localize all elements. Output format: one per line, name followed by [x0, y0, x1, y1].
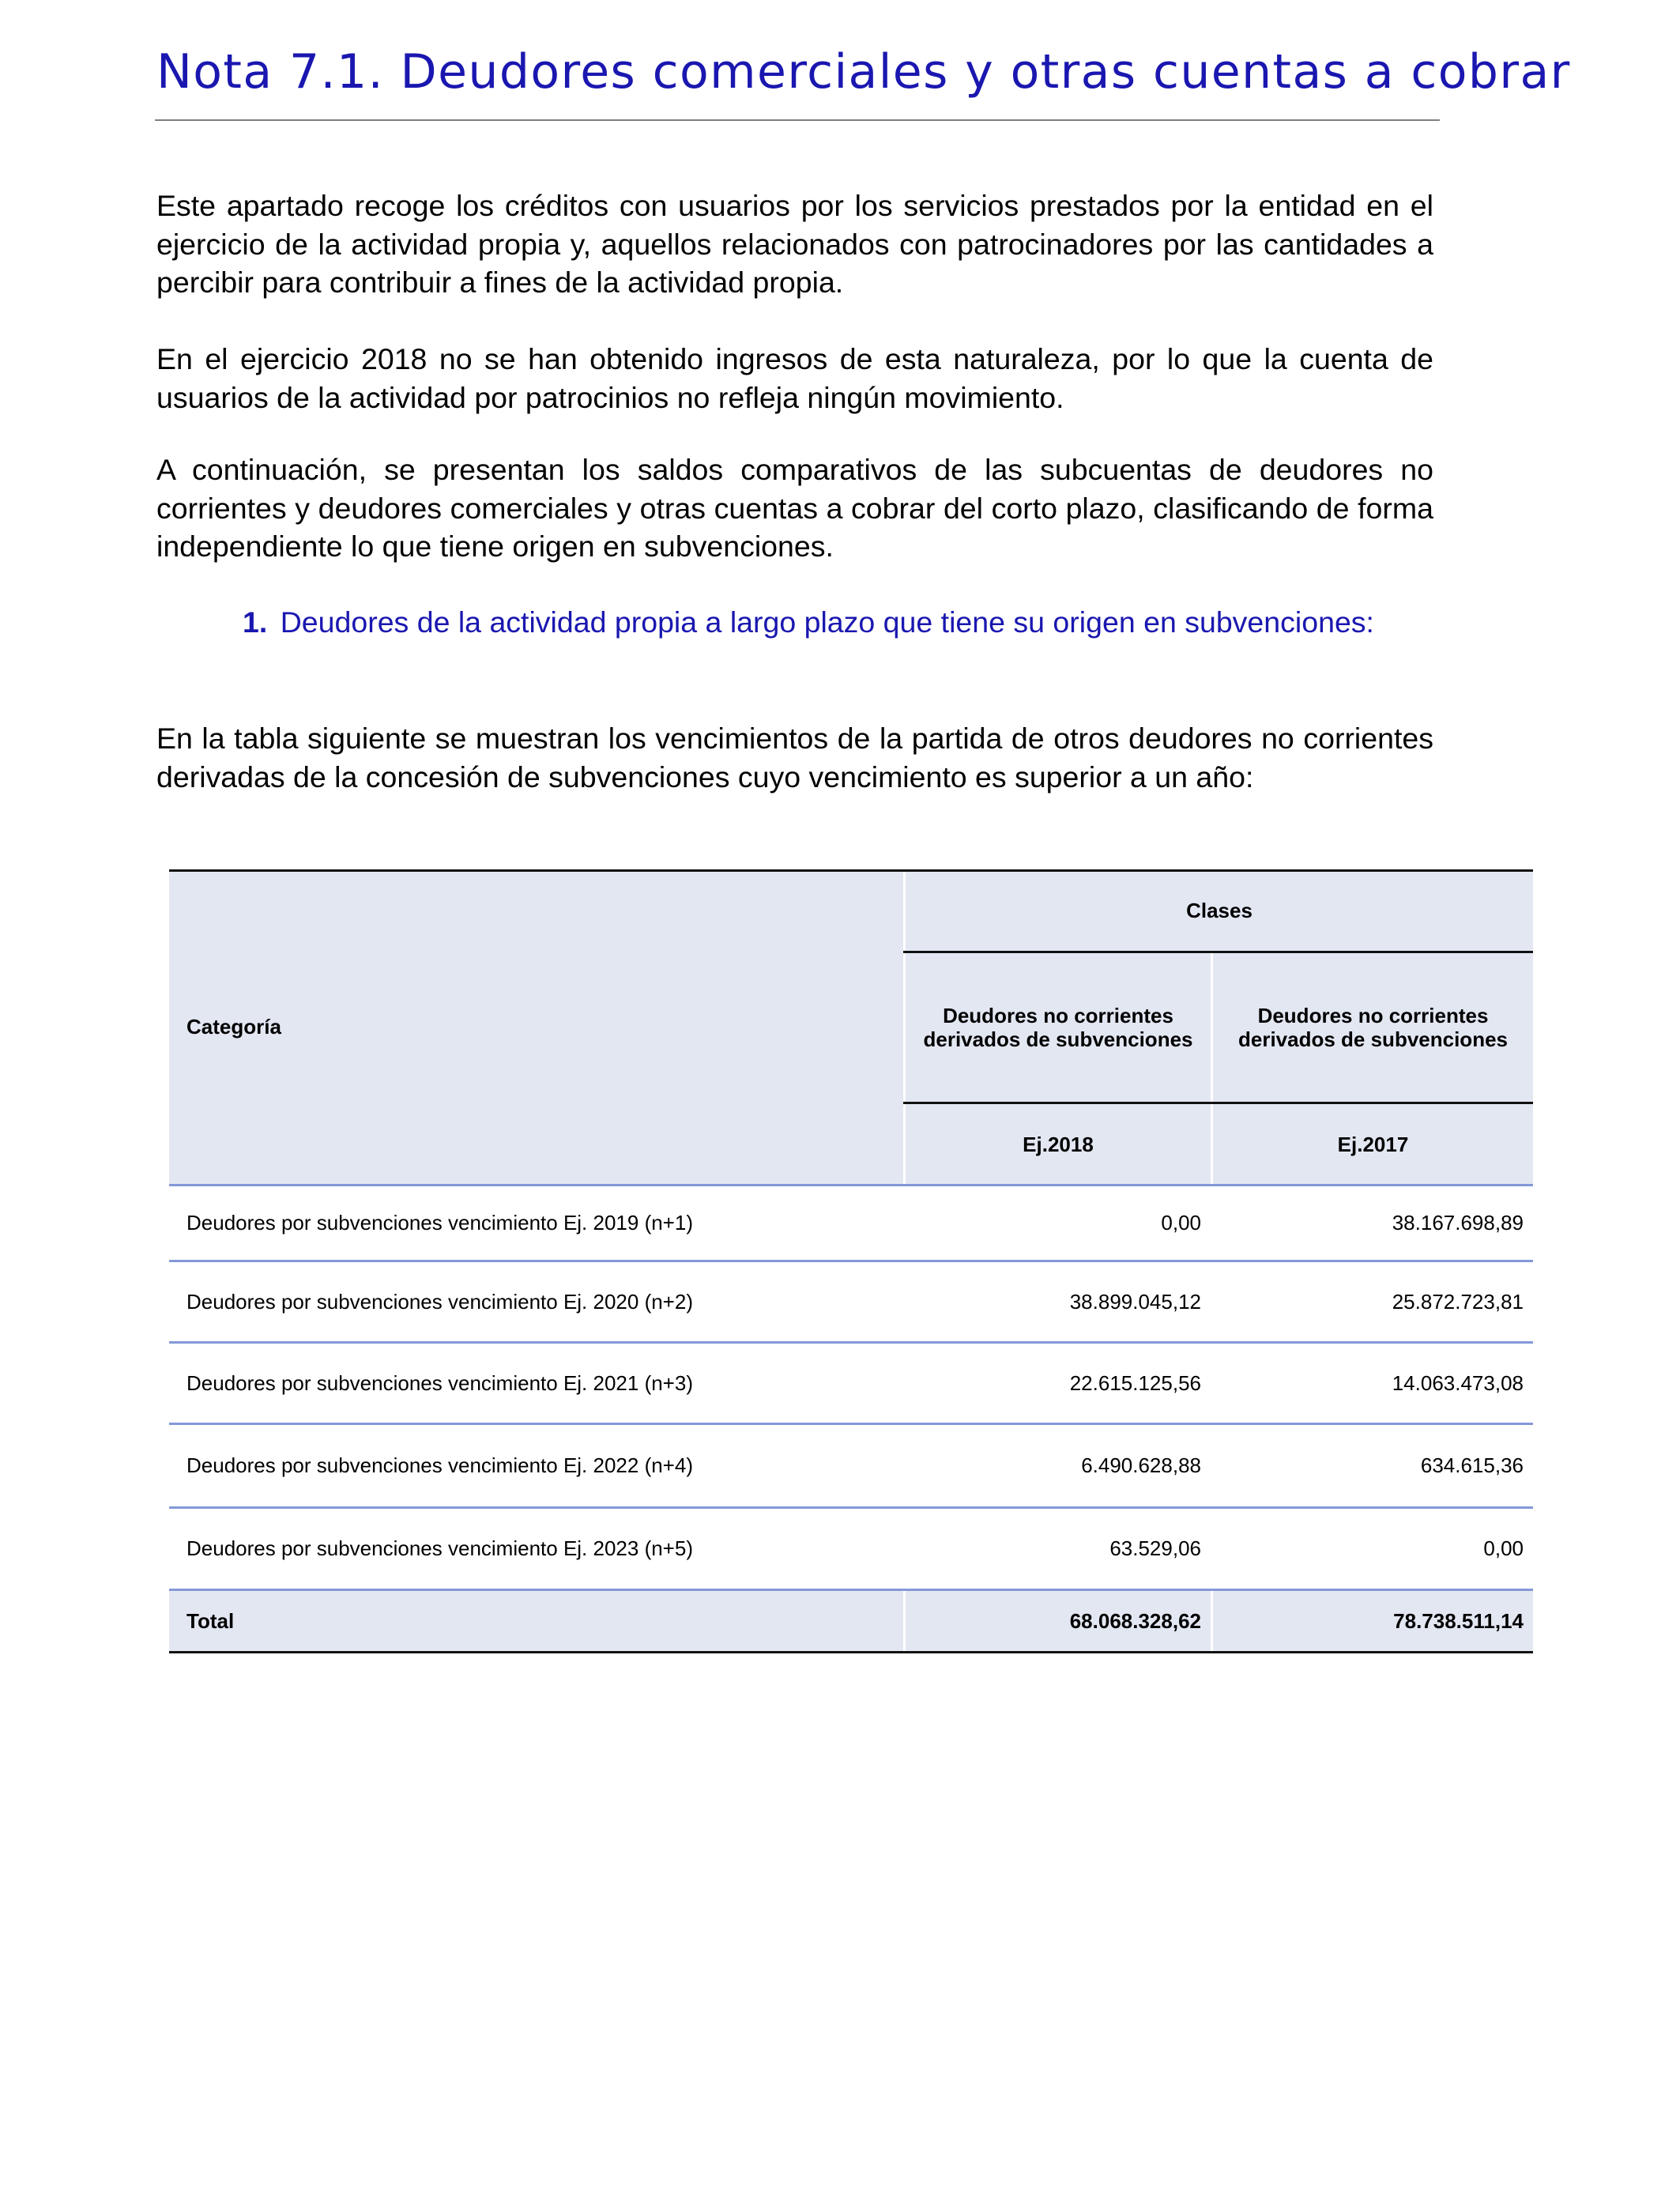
table-cell-2018: 22.615.125,56 [1069, 1370, 1201, 1395]
section-heading [243, 603, 1433, 642]
table-row-label: Deudores por subvenciones vencimiento Ej. 2021 (n+3) [186, 1370, 693, 1395]
table-intro-paragraph: En la tabla siguiente se muestran los vencimientos de la partida de otros deudores no corrientes derivadas de la concesión de subvenciones cuyo vencimiento es superior a un año: [156, 722, 1433, 794]
table-cell-2018: 63.529,06 [1109, 1536, 1201, 1560]
paragraph-2018: En el ejercicio 2018 no se han obtenido ingresos de esta naturaleza, por lo que la cuenta de usuarios de la actividad por patrocinios no refleja ningún movimiento. [156, 342, 1433, 414]
table-cell-2017: 634.615,36 [1420, 1453, 1524, 1477]
section-heading-text: Deudores de la actividad propia a largo plazo que tiene su origen en subvenciones: [280, 605, 1374, 639]
table-bottom-rule [169, 1651, 1533, 1653]
page-title: Nota 7.1. Deudores comerciales y otras cuentas a cobrar [156, 44, 1571, 100]
year-header-2018: Ej.2018 [1023, 1133, 1094, 1156]
table-cell-2017: 25.872.723,81 [1392, 1289, 1524, 1314]
table-cell-2017: 38.167.698,89 [1392, 1211, 1524, 1235]
total-label: Total [186, 1608, 235, 1633]
table-cell-2017: 14.063.473,08 [1392, 1370, 1524, 1395]
table-row-label: Deudores por subvenciones vencimiento Ej. 2019 (n+1) [186, 1211, 693, 1235]
classes-header: Clases [1186, 899, 1252, 922]
section-number: 1. [243, 605, 268, 639]
intro-paragraph: Este apartado recoge los créditos con usuarios por los servicios prestados por la entidad en el ejercicio de la actividad propia y, aquellos relacionados con patrocinadores por las cantidades a percibir para contribuir a fines de la actividad propia. [156, 189, 1433, 299]
table-row-label: Deudores por subvenciones vencimiento Ej. 2020 (n+2) [186, 1289, 693, 1314]
table-cell-2018: 0,00 [1161, 1211, 1201, 1235]
table-row-label: Deudores por subvenciones vencimiento Ej. 2023 (n+5) [186, 1536, 693, 1560]
table-cell-2017: 0,00 [1483, 1536, 1524, 1560]
paragraph-comparative: A continuación, se presentan los saldos comparativos de las subcuentas de deudores no corrientes y deudores comerciales y otras cuentas a cobrar del corto plazo, clasificando de forma independiente lo que tiene origen en subvenciones. [156, 453, 1433, 563]
column-header-2017: Deudores no corrientes derivados de subvenciones [1237, 1004, 1508, 1051]
column-header-2018: Deudores no corrientes derivados de subvenciones [923, 1004, 1193, 1051]
table-row-label: Deudores por subvenciones vencimiento Ej. 2022 (n+4) [186, 1453, 693, 1477]
year-header-2017: Ej.2017 [1337, 1133, 1409, 1156]
maturity-table [169, 869, 1533, 1653]
table-cell-2018: 38.899.045,12 [1069, 1289, 1201, 1314]
total-2017: 78.738.511,14 [1393, 1608, 1524, 1633]
total-2018: 68.068.328,62 [1069, 1608, 1201, 1633]
title-divider [155, 119, 1440, 121]
category-header: Categoría [186, 1015, 281, 1039]
table-cell-2018: 6.490.628,88 [1081, 1453, 1201, 1477]
